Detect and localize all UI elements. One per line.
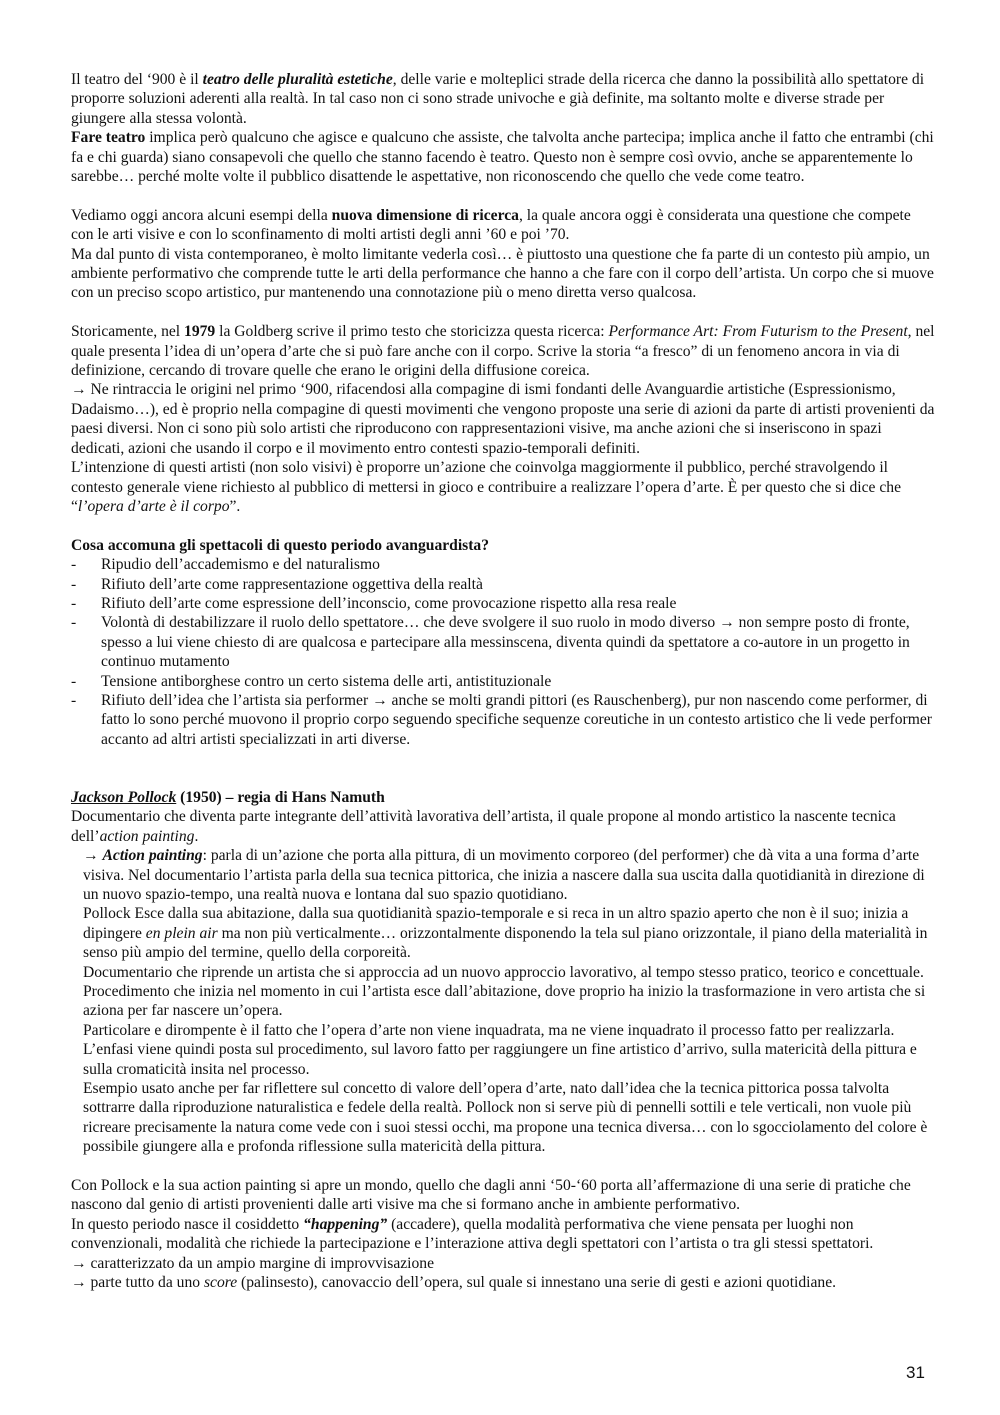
text: caratterizzato da un ampio margine di improvvisazione xyxy=(86,1254,435,1272)
paragraph-teatro-900 xyxy=(71,70,936,128)
emphasis-teatro-pluralita: teatro delle pluralità estetiche xyxy=(202,71,393,88)
text: ”. xyxy=(229,497,241,515)
list-item xyxy=(71,613,936,671)
text: la Goldberg scrive il primo testo che storicizza questa ricerca: xyxy=(215,323,609,341)
text: (palinsesto), canovaccio dell’opera, sul quale si innestano una serie di gesti e azioni quotidiane. xyxy=(237,1274,837,1292)
text: Il teatro del ‘900 è il xyxy=(71,71,203,88)
question-heading: Cosa accomuna gli spettacoli di questo periodo avanguardista? xyxy=(71,536,490,554)
pollock-title: Jackson Pollock xyxy=(71,788,177,806)
book-title: Performance Art: From Futurism to the Present xyxy=(608,323,908,341)
pollock-valore: Esempio usato anche per far riflettere sul concetto di valore dell’opera d’arte, nato dall’idea che la tecnica pittorica possa talvolta sottrarre dalla riproduzione naturalistica e fedele della realtà. Pollock non si serve più di pennelli sottili e tele verticali, non vuole più ricreare precisamente la natura come vede con i suoi stessi occhi, ma propone una tecnica diversa… con lo sgocciolamento del colore è possibile giungere alla e profonda riflessione sulla matericità della pittura. xyxy=(83,1080,928,1156)
text: , nel quale presenta l’idea di un’opera d’arte che si può fare anche con il corpo. Scrive la storia “a fresco” di un fenomeno ancora in via di definizione, cercando di trovare quelle che erano le origini della diffusione coreica. xyxy=(71,323,935,380)
section-question xyxy=(71,536,936,555)
text: non sempre posto di fronte, spesso a lui viene chiesto di are qualcosa e partecipare alla messinscena, diventa quindi da spettatore a co-autore in un progetto in continuo mutamento xyxy=(101,614,910,671)
pollock-documentario: Documentario che riprende un artista che si approccia ad un nuovo approccio lavorativo, al tempo stesso pratico, teorico e concettuale. Procedimento che inizia nel momento in cui l’artista esce dall’abitazione, dove proprio ha inizio la trasformazione in vero artista che si aziona per far nascere un’opera. xyxy=(83,963,926,1020)
text: Volontà di destabilizzare il ruolo dello spettatore… che deve svolgere il suo ruolo in modo diverso xyxy=(101,614,720,632)
paragraph-happening xyxy=(71,1215,936,1254)
arrow-icon: → xyxy=(719,614,735,632)
text: Documentario che diventa parte integrante dell’attività lavorativa dell’artista, il quale propone al mondo artistico la nascente tecnica dell’ xyxy=(71,808,896,845)
paragraph-contemporaneo: Ma dal punto di vista contemporaneo, è molto limitante vederla così… è piuttosto una questione che fa parte di un contesto più ampio, un ambiente performativo che comprende tutte le arti della performance che hanno a che fare con il corpo dell’artista. Un corpo che si muove con un preciso scopo artistico, pur mantenendo una connotazione più o meno diretta verso qualcosa. xyxy=(71,245,934,302)
arrow-icon: → xyxy=(71,381,87,399)
pollock-intro xyxy=(71,807,936,846)
list-item: - Rifiuto dell’arte come rappresentazione oggettiva della realtà xyxy=(71,575,936,594)
bold-action-painting: Action painting xyxy=(102,847,203,865)
pollock-plein-air xyxy=(83,904,936,962)
text: (accadere), quella modalità performativa che viene pensata per luoghi non convenzionali, modalità che richiede la partecipazione e l’interazione attiva degli spettatori con l’artista o tra gli stessi spettatori. xyxy=(71,1215,874,1253)
arrow-icon: → xyxy=(71,1254,87,1272)
arrow-icon: → xyxy=(71,1274,87,1292)
text: L’intenzione di questi artisti (non solo visivi) è proporre un’azione che coinvolga maggiormente il pubblico, perché stravolgendo il contesto generale viene richiesto al pubblico di mettersi in gioco e contribuire a realizzare l’opera d’arte. È per questo che si dice che “ xyxy=(71,459,902,515)
pollock-processo: Particolare e dirompente è il fatto che l’opera d’arte non viene inquadrata, ma ne viene inquadrato il processo fatto per realizzarla. L’enfasi viene quindi posta sul procedimento, sul lavoro fatto per raggiungere un fine artistico d’arrivo, sulla matericità della pittura e sulla cromaticità insita nel processo. xyxy=(83,1021,917,1078)
text: . xyxy=(194,827,199,845)
pollock-subtitle: (1950) – regia di Hans Namuth xyxy=(176,788,385,806)
bold-nuova-dimensione: nuova dimensione di ricerca xyxy=(331,206,519,224)
text: ma non più verticalmente… orizzontalmente disponendo la tela sul piano orizzontale, il piano della materialità in senso più ampio del termine, quello della corporeità. xyxy=(83,924,928,962)
bold-fare-teatro: Fare teatro xyxy=(71,129,146,147)
text: implica però qualcuno che agisce e qualcuno che assiste, che talvolta anche partecipa; implica anche il fatto che entrambi (chi fa e chi guarda) siano consapevoli che quello che stanno facendo è teatro. Questo non è sempre così ovvio, anche se apparentemente lo sarebbe… perché molte volte il pubblico disattende le aspettative, non riconoscendo che quello che vede come teatro. xyxy=(71,129,934,186)
pollock-notes xyxy=(71,846,936,1157)
text: , la quale ancora oggi è considerata una questione che compete con le arti visive e con lo sconfinamento di molti artisti degli anni ’60 e poi ’70. xyxy=(71,206,911,244)
paragraph-score xyxy=(71,1273,936,1292)
arrow-icon: → xyxy=(83,847,99,865)
text: anche se molti grandi pittori (es Rauschenberg), pur non nascendo come performer, di fatto lo sono perché muovono il proprio corpo seguendo specifiche sequenze coreutiche in un contesto artistico che li vede performer accanto ad altri artisti specializzati in arti diverse. xyxy=(101,691,932,748)
italic-score: score xyxy=(203,1274,238,1292)
italic-action-painting: action painting xyxy=(99,827,195,845)
text: Storicamente, nel xyxy=(71,323,185,341)
list-item: - Ripudio dell’accademismo e del naturalismo xyxy=(71,555,936,574)
paragraph-anni-50-60: Con Pollock e la sua action painting si apre un mondo, quello che dagli anni ‘50-‘60 porta all’affermazione di una serie di pratiche che nascono dal genio di artisti provenienti dalle arti visive ma che si formano anche in ambiente performativo. xyxy=(71,1177,911,1214)
bold-year: 1979 xyxy=(184,323,216,341)
document-page xyxy=(71,70,936,1293)
paragraph-fare-teatro xyxy=(71,128,936,186)
list-item xyxy=(71,691,936,749)
paragraph-origini xyxy=(71,380,936,458)
text: parte tutto da uno xyxy=(86,1274,204,1292)
pollock-action-painting xyxy=(83,846,936,904)
avanguardia-list xyxy=(71,555,936,749)
quote-opera-arte: l’opera d’arte è il corpo xyxy=(77,497,230,515)
list-item: - Rifiuto dell’arte come espressione dell’inconscio, come provocazione rispetto alla resa reale xyxy=(71,594,936,613)
text: In questo periodo nasce il cosiddetto xyxy=(71,1215,304,1233)
text: Vediamo oggi ancora alcuni esempi della xyxy=(71,206,332,224)
list-item: - Tensione antiborghese contro un certo sistema delle arti, antistituzionale xyxy=(71,672,936,691)
paragraph-goldberg xyxy=(71,322,936,380)
page-number: 31 xyxy=(906,1363,925,1382)
text: : parla di un’azione che porta alla pittura, di un movimento corporeo (del performer) che dà vita a una forma d’arte visiva. Nel documentario l’artista parla della sua tecnica pittorica, che inizia a nascere dalla sua uscita dalla quotidianità in direzione di un nuovo spazio-tempo, una realtà nuova e lontana dal suo spazio quotidiano. xyxy=(83,847,925,903)
text: , delle varie e molteplici strade della ricerca che danno la possibilità allo spettatore di proporre soluzioni aderenti alla realtà. In tal caso non ci sono strade univoche e già definite, ma soltanto molte e diverse strade per giungere alla stessa volontà. xyxy=(71,71,925,127)
text: Rifiuto dell’idea che l’artista sia performer xyxy=(101,691,373,709)
paragraph-nuova-dimensione xyxy=(71,206,936,245)
paragraph-intenzione xyxy=(71,458,936,516)
pollock-heading xyxy=(71,788,936,807)
paragraph-improvvisazione xyxy=(71,1254,936,1273)
text: Ne rintraccia le origini nel primo ‘900, rifacendosi alla compagine di ismi fondanti delle Avanguardie artistiche (Espressionismo, Dadaismo…), ed è proprio nella compagine di questi movimenti che vengono proposte una serie di azioni da parte di artisti provenienti da paesi diversi. Non ci sono più solo artisti che riproducono con rappresentazioni visive, ma anche azioni che si inseriscono in spazi dedicati, azioni che usando il corpo e il movimento entro contesti spazio-temporali definiti. xyxy=(71,381,935,457)
text: Pollock Esce dalla sua abitazione, dalla sua quotidianità spazio-temporale e si reca in un altro spazio aperto che non è il suo; inizia a dipingere xyxy=(83,905,909,942)
bold-happening: “happening” xyxy=(303,1215,388,1233)
arrow-icon: → xyxy=(372,691,388,709)
italic-en-plein-air: en plein air xyxy=(145,924,218,942)
